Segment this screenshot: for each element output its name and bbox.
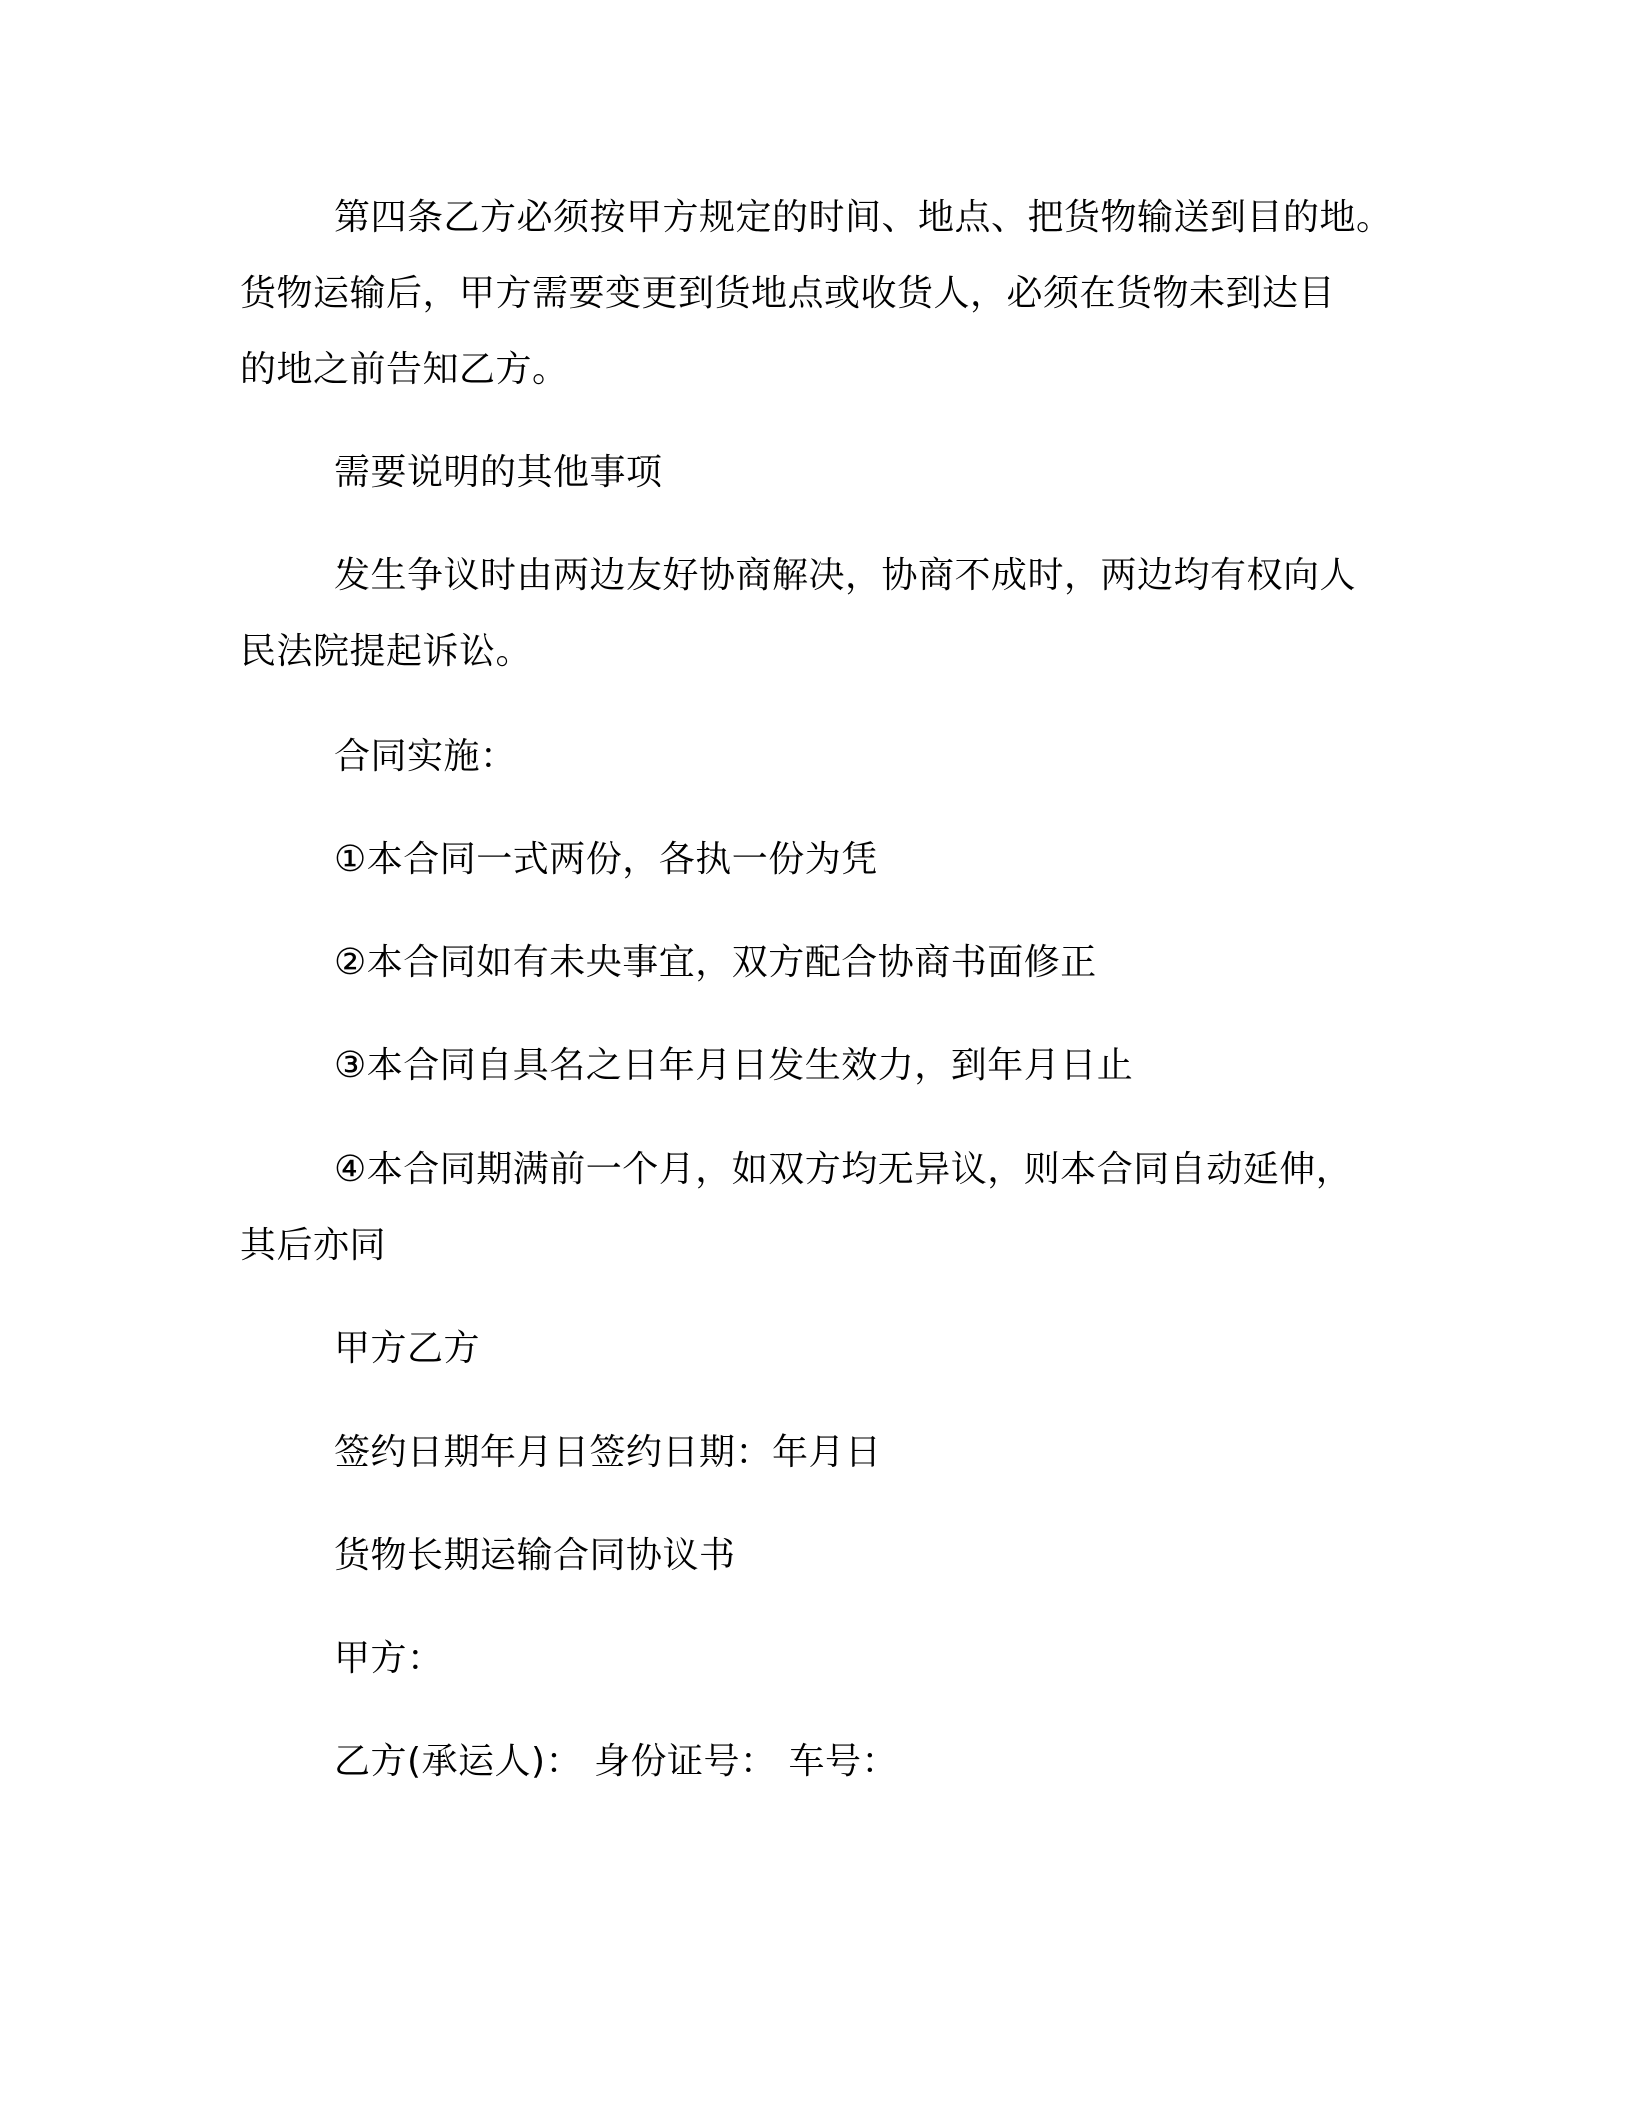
paragraph-2-line-1: 需要说明的其他事项 <box>334 452 663 493</box>
paragraph-8-line-2: 其后亦同 <box>240 1225 387 1266</box>
paragraph-4-line-1: 合同实施： <box>334 736 517 777</box>
paragraph-7-line-1: ③本合同自具名之日年月日发生效力，到年月日止 <box>334 1045 1134 1086</box>
paragraph-12-line-1: 甲方： <box>334 1638 444 1679</box>
paragraph-1-line-1: 第四条乙方必须按甲方规定的时间、地点、把货物输送到目的地。 <box>334 197 1393 238</box>
paragraph-1-line-3: 的地之前告知乙方。 <box>240 349 569 390</box>
paragraph-8-line-1: ④本合同期满前一个月，如双方均无异议，则本合同自动延伸， <box>334 1149 1353 1190</box>
paragraph-1-line-2: 货物运输后，甲方需要变更到货地点或收货人，必须在货物未到达目 <box>240 273 1336 314</box>
paragraph-9-line-1: 甲方乙方 <box>334 1328 481 1369</box>
paragraph-3-line-2: 民法院提起诉讼。 <box>240 631 533 672</box>
paragraph-3-line-1: 发生争议时由两边友好协商解决，协商不成时，两边均有权向人 <box>334 555 1357 596</box>
paragraph-11-line-1: 货物长期运输合同协议书 <box>334 1535 736 1576</box>
paragraph-13-line-1: 乙方(承运人)： 身份证号： 车号： <box>334 1741 898 1782</box>
paragraph-5-line-1: ①本合同一式两份，各执一份为凭 <box>334 839 878 880</box>
paragraph-6-line-1: ②本合同如有未央事宜，双方配合协商书面修正 <box>334 942 1097 983</box>
paragraph-10-line-1: 签约日期年月日签约日期：年月日 <box>334 1432 882 1473</box>
